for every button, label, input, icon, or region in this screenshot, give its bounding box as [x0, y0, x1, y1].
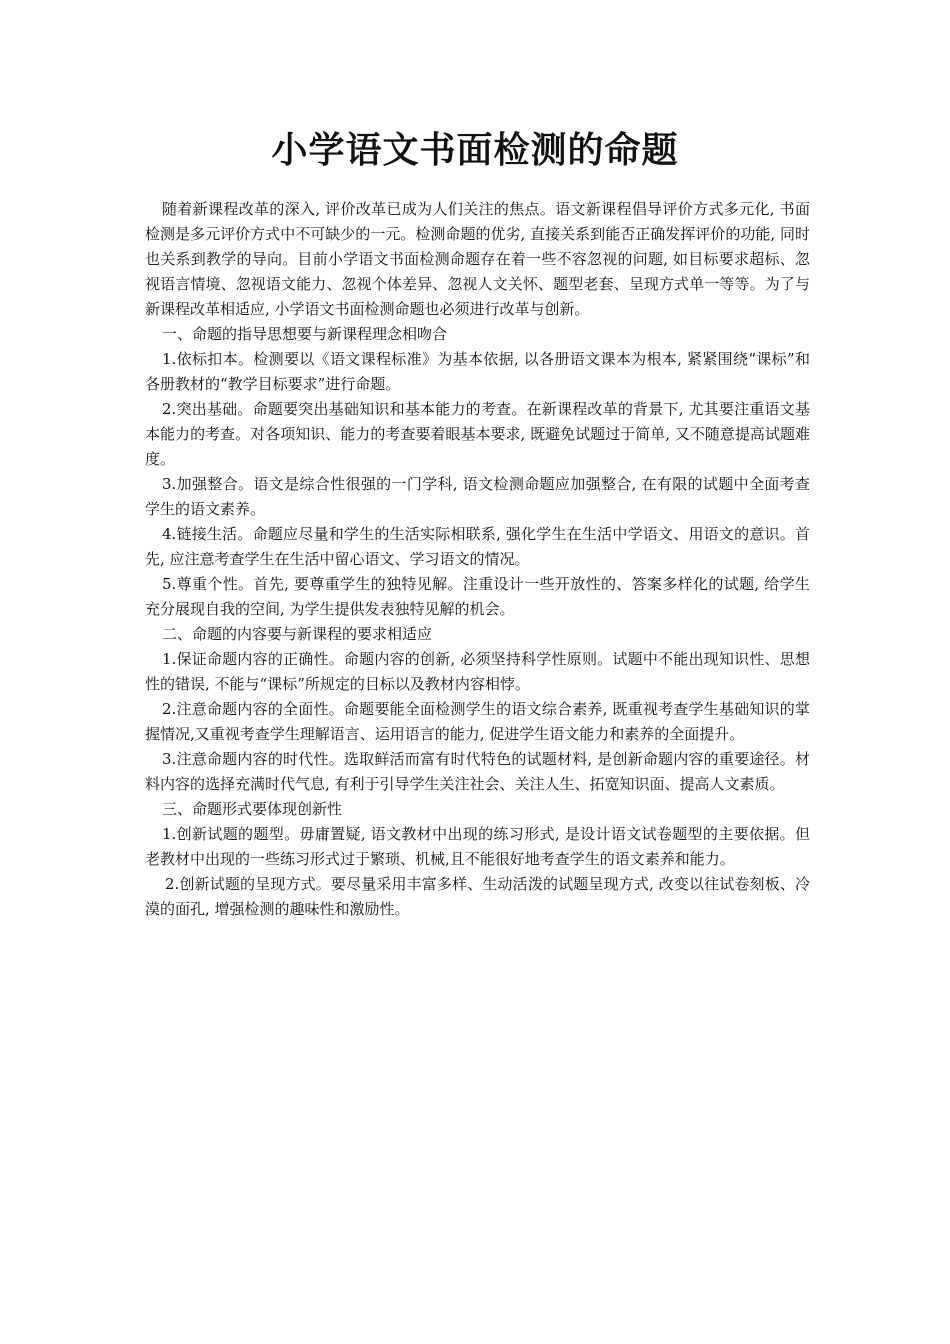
numbered-paragraph: 2.突出基础。命题要突出基础知识和基本能力的考查。在新课程改革的背景下, 尤其要注重语文基本能力的考查。对各项知识、能力的考查要着眼基本要求, 既避免试题过于简单, 又不随意提高试题难度。	[145, 400, 810, 468]
numbered-paragraph: 3.注意命题内容的时代性。选取鲜活而富有时代特色的试题材料, 是创新命题内容的重要途径。材料内容的选择充满时代气息, 有利于引导学生关注社会、关注人生、拓宽知识面、提高人文素质。	[145, 750, 810, 793]
numbered-paragraph: 1.保证命题内容的正确性。命题内容的创新, 必须坚持科学性原则。试题中不能出现知识性、思想性的错误, 不能与“课标”所规定的目标以及教材内容相悖。	[145, 650, 810, 693]
numbered-paragraph: 4.链接生活。命题应尽量和学生的生活实际相联系, 强化学生在生活中学语文、用语文的意识。首先, 应注意考查学生在生活中留心语文、学习语文的情况。	[145, 525, 810, 568]
numbered-paragraph: 3.加强整合。语文是综合性很强的一门学科, 语文检测命题应加强整合, 在有限的试题中全面考查学生的语文素养。	[145, 475, 810, 518]
section-heading-3: 三、命题形式要体现创新性	[162, 800, 343, 818]
document-body	[145, 197, 810, 922]
numbered-paragraph: 2.注意命题内容的全面性。命题要能全面检测学生的语文综合素养, 既重视考查学生基础知识的掌握情况,又重视考查学生理解语言、运用语言的能力, 促进学生语文能力和素养的全面提升。	[145, 700, 810, 743]
numbered-paragraph: 1.创新试题的题型。毋庸置疑, 语文教材中出现的练习形式, 是设计语文试卷题型的主要依据。但老教材中出现的一些练习形式过于繁琐、机械,且不能很好地考查学生的语文素养和能力。	[145, 825, 810, 868]
numbered-paragraph: 2.创新试题的呈现方式。要尽量采用丰富多样、生动活泼的试题呈现方式, 改变以往试卷刻板、冷漠的面孔, 增强检测的趣味性和激励性。	[145, 875, 810, 918]
numbered-paragraph: 1.依标扣本。检测要以《语文课程标准》为基本依据, 以各册语文课本为根本, 紧紧围绕“课标”和各册教材的“教学目标要求”进行命题。	[145, 350, 810, 393]
numbered-paragraph: 5.尊重个性。首先, 要尊重学生的独特见解。注重设计一些开放性的、答案多样化的试题, 给学生充分展现自我的空间, 为学生提供发表独特见解的机会。	[145, 575, 810, 618]
section-heading-1: 一、命题的指导思想要与新课程理念相吻合	[162, 325, 448, 343]
intro-paragraph: 随着新课程改革的深入, 评价改革已成为人们关注的焦点。语文新课程倡导评价方式多元化, 书面检测是多元评价方式中不可缺少的一元。检测命题的优劣, 直接关系到能否正确发挥评价的功能, 同时也关系到教学的导向。目前小学语文书面检测命题存在着一些不容忽视的问题, 如目标要求超标、忽视语言情境、忽视语文能力、忽视个体差异、忽视人文关怀、题型老套、呈现方式单一等等。为了与新课程改革相适应, 小学语文书面检测命题也必须进行改革与创新。	[145, 200, 810, 318]
section-heading-2: 二、命题的内容要与新课程的要求相适应	[162, 625, 433, 643]
document-title: 小学语文书面检测的命题	[271, 130, 679, 171]
